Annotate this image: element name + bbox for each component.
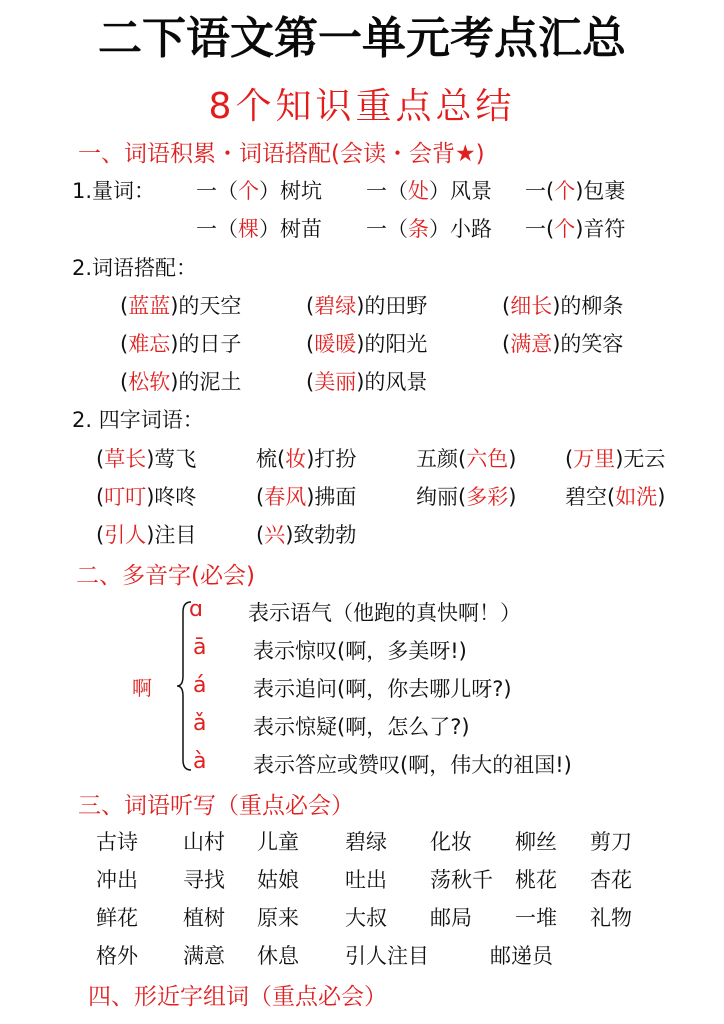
collocation-item: (满意)的笑容 (502, 332, 624, 356)
dictation-word: 一堆 (515, 906, 557, 930)
section-3-heading: 三、词语听写（重点必会） (78, 793, 354, 819)
dictation-word: 满意 (183, 944, 225, 968)
answer: 处 (408, 179, 429, 203)
dictation-word: 引人注目 (345, 944, 429, 968)
answer: 多彩 (466, 485, 509, 509)
polyphone-character: 啊 (132, 676, 152, 700)
idiom-item: (草长)莺飞 (96, 447, 197, 471)
idiom-item: (叮叮)咚咚 (96, 485, 197, 509)
answer: 万里 (573, 447, 616, 471)
measure-item: 一（个）树坑 (196, 179, 322, 203)
dictation-word: 邮局 (430, 906, 472, 930)
section-4-heading: 四、形近字组词（重点必会） (88, 984, 387, 1010)
answer: 兴 (264, 523, 286, 547)
dictation-word: 格外 (96, 944, 138, 968)
answer: 松软 (128, 370, 171, 394)
dictation-word: 桃花 (515, 868, 557, 892)
dictation-word: 冲出 (96, 868, 138, 892)
collocation-item: (美丽)的风景 (306, 370, 428, 394)
section-2-heading: 二、多音字(必会) (76, 563, 255, 589)
collocation-item: (蓝蓝)的天空 (120, 294, 242, 318)
collocations-label: 2.词语搭配： (72, 256, 198, 280)
measure-item: 一（棵）树苗 (196, 217, 322, 241)
idiom-item: (引人)注目 (96, 523, 197, 547)
answer: 六色 (466, 447, 509, 471)
pinyin-meaning: 表示追问(啊，你去哪儿呀?) (253, 677, 512, 701)
pinyin: ā (193, 635, 207, 660)
dictation-word: 姑娘 (257, 868, 299, 892)
answer: 妆 (285, 447, 307, 471)
page-title: 二下语文第一单元考点汇总 (98, 13, 626, 64)
dictation-word: 古诗 (96, 830, 138, 854)
answer: 条 (408, 217, 429, 241)
measure-item: 一(个)包裹 (525, 179, 626, 203)
answer: 蓝蓝 (128, 294, 171, 318)
dictation-word: 儿童 (257, 830, 299, 854)
collocation-item: (碧绿)的田野 (306, 294, 428, 318)
answer: 难忘 (128, 332, 171, 356)
pinyin: á (193, 673, 207, 698)
collocation-item: (难忘)的日子 (120, 332, 242, 356)
answer: 满意 (510, 332, 553, 356)
dictation-word: 柳丝 (515, 830, 557, 854)
answer: 棵 (238, 217, 259, 241)
answer: 个 (238, 179, 259, 203)
collocation-item: (暖暖)的阳光 (306, 332, 428, 356)
answer: 引人 (104, 523, 147, 547)
answer: 如洗 (615, 485, 658, 509)
dictation-word: 荡秋千 (430, 868, 493, 892)
page-subtitle: 8个知识重点总结 (208, 86, 516, 127)
pinyin-meaning: 表示答应或赞叹(啊，伟大的祖国!) (253, 753, 572, 777)
measure-item: 一（处）风景 (366, 179, 492, 203)
answer: 草长 (104, 447, 147, 471)
dictation-word: 寻找 (183, 868, 225, 892)
dictation-word: 大叔 (345, 906, 387, 930)
section-1-heading: 一、词语积累・词语搭配(会读・会背★) (78, 141, 485, 167)
answer: 美丽 (314, 370, 357, 394)
pinyin-meaning: 表示惊叹(啊，多美呀!) (253, 639, 467, 663)
idiom-item: 梳(妆)打扮 (256, 447, 357, 471)
dictation-word: 山村 (183, 830, 225, 854)
answer: 个 (554, 179, 576, 203)
dictation-word: 邮递员 (490, 944, 553, 968)
measure-item: 一（条）小路 (366, 217, 492, 241)
dictation-word: 休息 (257, 944, 299, 968)
measure-item: 一(个)音符 (525, 217, 626, 241)
answer: 暖暖 (314, 332, 357, 356)
pinyin: ɑ (189, 597, 203, 622)
dictation-word: 植树 (183, 906, 225, 930)
pinyin: ǎ (193, 711, 207, 736)
idiom-item: 碧空(如洗) (565, 485, 666, 509)
idiom-item: (兴)致勃勃 (256, 523, 357, 547)
dictation-word: 原来 (257, 906, 299, 930)
idiom-item: 绚丽(多彩) (416, 485, 517, 509)
answer: 春风 (264, 485, 307, 509)
answer: 碧绿 (314, 294, 357, 318)
idiom-item: (万里)无云 (565, 447, 666, 471)
dictation-word: 鲜花 (96, 906, 138, 930)
dictation-word: 碧绿 (345, 830, 387, 854)
dictation-word: 化妆 (430, 830, 472, 854)
idiom-item: (春风)拂面 (256, 485, 357, 509)
dictation-word: 吐出 (345, 868, 387, 892)
collocation-item: (松软)的泥土 (120, 370, 242, 394)
pinyin-meaning: 表示语气（他跑的真快啊！） (248, 601, 521, 625)
answer: 个 (554, 217, 576, 241)
answer: 细长 (510, 294, 553, 318)
curly-brace-icon (177, 600, 193, 772)
dictation-word: 礼物 (590, 906, 632, 930)
idioms-label: 2. 四字词语： (72, 408, 204, 432)
answer: 叮叮 (104, 485, 147, 509)
idiom-item: 五颜(六色) (416, 447, 517, 471)
pinyin-meaning: 表示惊疑(啊，怎么了?) (253, 715, 470, 739)
collocation-item: (细长)的柳条 (502, 294, 624, 318)
dictation-word: 剪刀 (590, 830, 632, 854)
pinyin: à (193, 749, 207, 774)
measure-words-label: 1.量词： (72, 179, 156, 203)
dictation-word: 杏花 (590, 868, 632, 892)
